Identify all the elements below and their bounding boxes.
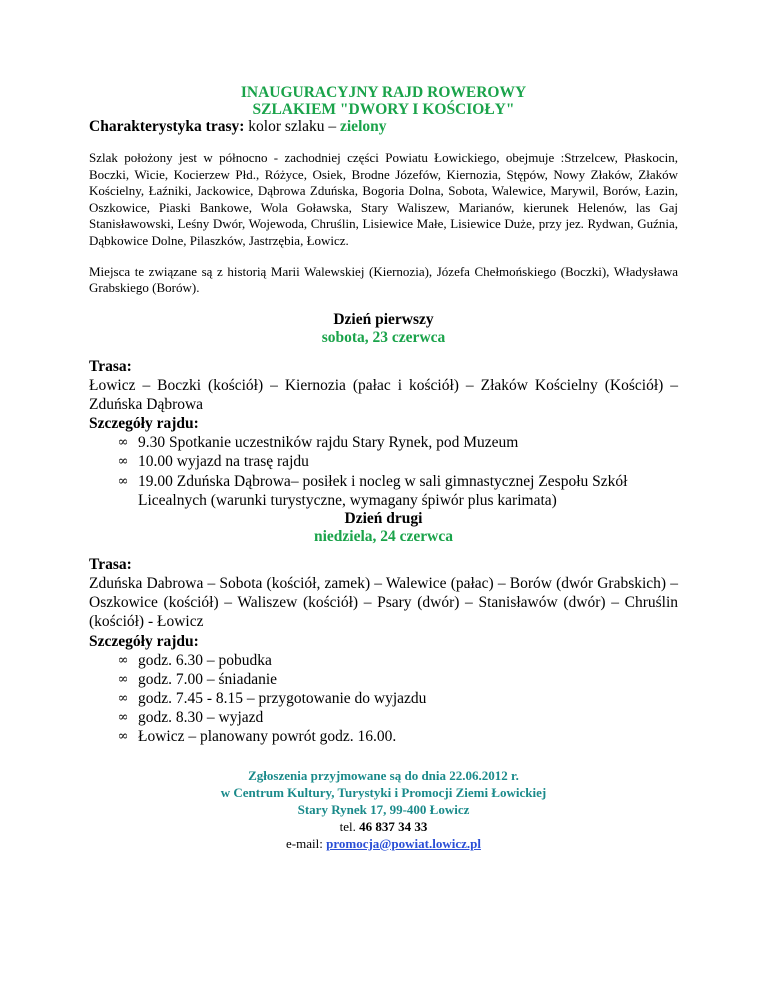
list-item bbox=[89, 433, 678, 452]
title-line-2: SZLAKIEM "DWORY I KOŚCIOŁY" bbox=[252, 101, 515, 118]
infinity-bullet-icon: ∞ bbox=[117, 690, 129, 706]
day2-details-label: Szczegóły rajdu: bbox=[89, 632, 199, 650]
list-item bbox=[89, 472, 678, 510]
day1-route: Łowicz – Boczki (kościół) – Kiernozia (pałac i kościół) – Złaków Kościelny (Kościół) – Zduńska Dąbrowa bbox=[89, 376, 678, 413]
list-item-text: 9.30 Spotkanie uczestników rajdu Stary Rynek, pod Muzeum bbox=[138, 434, 519, 452]
day2-title: Dzień drugi bbox=[344, 509, 423, 527]
day2-details-list bbox=[89, 651, 678, 747]
route-characteristics bbox=[89, 118, 678, 136]
infinity-bullet-icon: ∞ bbox=[117, 454, 129, 470]
list-item-text: godz. 6.30 – pobudka bbox=[138, 651, 272, 669]
list-item-text: godz. 7.00 – śniadanie bbox=[138, 670, 278, 688]
day1-details-list bbox=[89, 433, 678, 510]
description-paragraph-1: Szlak położony jest w północno - zachodniej części Powiatu Łowickiego, obejmuje :Strzelcew, Płaskocin, Boczki, Wicie, Kocierzew Płd., Różyce, Osiek, Brodne Józefów, Kiernozia, Stępów, Nowy Złaków, Złaków Kościelny, Łaźniki, Jackowice, Dąbrowa Zduńska, Bogoria Dolna, Sobota, Walewice, Marywil, Borów, Łazin, Oszkowice, Piaski Bankowe, Wola Goławska, Stary Waliszew, Marianów, kierunek Helenów, las Gaj Stanisławowski, Leśny Dwór, Wojewoda, Chruślin, Lisiewice Małe, Lisiewice Duże, przy jez. Rydwan, Guźnia, Dąbkowice Dolne, Pilaszków, Jastrzębia, Łowicz. bbox=[89, 150, 678, 248]
list-item-text: 10.00 wyjazd na trasę rajdu bbox=[138, 453, 309, 471]
registration-place: w Centrum Kultury, Turystyki i Promocji Ziemi Łowickiej bbox=[220, 784, 547, 800]
title-line-1: INAUGURACYJNY RAJD ROWEROWY bbox=[240, 84, 527, 101]
email-link[interactable]: promocja@powiat.lowicz.pl bbox=[326, 835, 481, 851]
list-item bbox=[89, 670, 678, 689]
day2-date: niedziela, 24 czerwca bbox=[313, 527, 453, 545]
infinity-bullet-icon: ∞ bbox=[117, 473, 129, 489]
registration-deadline: Zgłoszenia przyjmowane są do dnia 22.06.2012 r. bbox=[248, 767, 519, 783]
infinity-bullet-icon: ∞ bbox=[117, 729, 129, 745]
email-line bbox=[89, 835, 678, 852]
contact-block bbox=[89, 767, 678, 852]
day1-date: sobota, 23 czerwca bbox=[321, 328, 446, 346]
characteristics-text: kolor szlaku – bbox=[244, 118, 340, 135]
list-item bbox=[89, 689, 678, 708]
list-item-text: Łowicz – planowany powrót godz. 16.00. bbox=[138, 728, 397, 746]
phone-number: 46 837 34 33 bbox=[359, 818, 428, 834]
phone-line bbox=[89, 818, 678, 835]
day2-route: Zduńska Dabrowa – Sobota (kościół, zamek) – Walewice (pałac) – Borów (dwór Grabskich) – Oszkowice (kościół) – Waliszew (kościół) – Psary (dwór) – Stanisławów (dwór) – Chruślin (kościół) - Łowicz bbox=[89, 574, 678, 631]
email-label: e-mail: bbox=[286, 835, 327, 851]
infinity-bullet-icon: ∞ bbox=[117, 435, 129, 451]
document-page bbox=[89, 84, 678, 852]
list-item-text: godz. 7.45 - 8.15 – przygotowanie do wyjazdu bbox=[138, 689, 427, 707]
infinity-bullet-icon: ∞ bbox=[117, 671, 129, 687]
day1-route-label: Trasa: bbox=[89, 357, 132, 375]
infinity-bullet-icon: ∞ bbox=[117, 652, 129, 668]
list-item bbox=[89, 727, 678, 746]
trail-color-name: zielony bbox=[340, 118, 387, 135]
characteristics-label: Charakterystyka trasy: bbox=[89, 118, 245, 135]
phone-label: tel. bbox=[339, 818, 360, 834]
day2-route-label: Trasa: bbox=[89, 555, 132, 573]
list-item-text: godz. 8.30 – wyjazd bbox=[138, 709, 264, 727]
infinity-bullet-icon: ∞ bbox=[117, 710, 129, 726]
description-paragraph-2: Miejsca te związane są z historią Marii Walewskiej (Kiernozia), Józefa Chełmońskiego (Boczki), Władysława Grabskiego (Borów). bbox=[89, 263, 678, 296]
day1-details-label: Szczegóły rajdu: bbox=[89, 415, 199, 433]
list-item bbox=[89, 651, 678, 670]
registration-address: Stary Rynek 17, 99-400 Łowicz bbox=[297, 801, 470, 817]
list-item bbox=[89, 452, 678, 471]
list-item bbox=[89, 708, 678, 727]
day1-title: Dzień pierwszy bbox=[333, 310, 434, 328]
list-item-text: 19.00 Zduńska Dąbrowa– posiłek i nocleg w sali gimnastycznej Zespołu Szkół Licealnych (warunki turystyczne, wymagany śpiwór plus karimata) bbox=[138, 472, 628, 509]
